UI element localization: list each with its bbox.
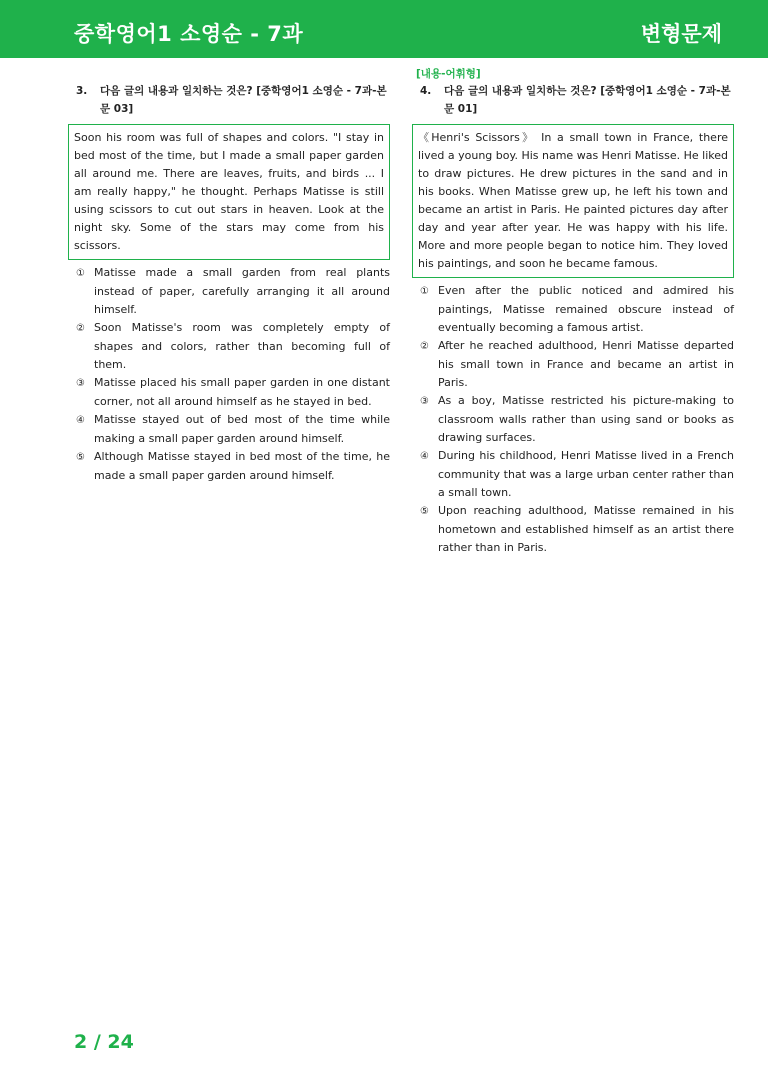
question-tag bbox=[72, 66, 390, 82]
question-4 bbox=[412, 66, 734, 557]
question-3 bbox=[68, 66, 390, 485]
choice-item bbox=[72, 264, 390, 319]
question-text: 다음 글의 내용과 일치하는 것은? [중학영어1 소영순 - 7과-본문 03] bbox=[100, 85, 387, 115]
choice-mark: ① bbox=[420, 286, 429, 297]
choice-text: Even after the public noticed and admired his paintings, Matisse remained obscure instead of eventually becoming a famous artist. bbox=[438, 284, 734, 334]
choice-mark: ④ bbox=[420, 451, 429, 462]
choice-text: As a boy, Matisse restricted his picture-making to classroom walls rather than using sand or books as drawing surfaces. bbox=[438, 394, 734, 444]
choice-item bbox=[416, 337, 734, 392]
question-number: 4. bbox=[420, 85, 432, 97]
choice-text: During his childhood, Henri Matisse lived in a French community that was a large urban center rather than a small town. bbox=[438, 449, 734, 499]
choice-item bbox=[72, 411, 390, 448]
choice-item bbox=[416, 282, 734, 337]
choice-item bbox=[72, 319, 390, 374]
question-prompt bbox=[416, 82, 734, 118]
choice-mark: ② bbox=[76, 323, 85, 334]
document-type-label: 변형문제 bbox=[640, 22, 722, 46]
document-title: 중학영어1 소영순 - 7과 bbox=[74, 22, 304, 46]
choice-text: Matisse made a small garden from real plants instead of paper, carefully arranging it all around himself. bbox=[94, 266, 390, 316]
choice-text: After he reached adulthood, Henri Matisse departed his small town in France and became an artist in Paris. bbox=[438, 339, 734, 389]
choice-mark: ③ bbox=[420, 396, 429, 407]
question-prompt bbox=[72, 82, 390, 118]
choice-item bbox=[416, 392, 734, 447]
choice-text: Matisse placed his small paper garden in one distant corner, not all around himself as he stayed in bed. bbox=[94, 376, 390, 408]
choice-item bbox=[72, 374, 390, 411]
choice-text: Although Matisse stayed in bed most of the time, he made a small paper garden around himself. bbox=[94, 450, 390, 482]
question-tag: [내용-어휘형] bbox=[416, 68, 481, 80]
choice-mark: ④ bbox=[76, 415, 85, 426]
question-text: 다음 글의 내용과 일치하는 것은? [중학영어1 소영순 - 7과-본문 01] bbox=[444, 85, 731, 115]
choice-mark: ② bbox=[420, 341, 429, 352]
question-number: 3. bbox=[76, 85, 88, 97]
choice-mark: ③ bbox=[76, 378, 85, 389]
choice-item bbox=[416, 447, 734, 502]
choice-item bbox=[72, 448, 390, 485]
choice-mark: ⑤ bbox=[76, 452, 85, 463]
choice-text: Upon reaching adulthood, Matisse remained in his hometown and established himself as an artist there rather than in Paris. bbox=[438, 504, 734, 554]
page-number: 2 / 24 bbox=[74, 1031, 134, 1053]
passage-box: 《Henri's Scissors》 In a small town in France, there lived a young boy. His name was Henri Matisse. He liked to draw pictures. He drew pictures in the sand and in his books. When Matisse grew up, he left his town and became an artist in Paris. He painted pictures day after day and year after year. He was happy with his life. More and more people began to notice him. They loved his paintings, and soon he became famous. bbox=[412, 124, 734, 278]
choice-text: Matisse stayed out of bed most of the time while making a small paper garden around himself. bbox=[94, 413, 390, 445]
choice-list bbox=[68, 264, 390, 485]
choice-item bbox=[416, 502, 734, 557]
choice-mark: ⑤ bbox=[420, 506, 429, 517]
choice-text: Soon Matisse's room was completely empty of shapes and colors, rather than becoming full of them. bbox=[94, 321, 390, 371]
choice-list bbox=[412, 282, 734, 557]
page-header bbox=[0, 0, 768, 58]
choice-mark: ① bbox=[76, 268, 85, 279]
passage-box: Soon his room was full of shapes and colors. "I stay in bed most of the time, but I made a small paper garden all around me. There are leaves, fruits, and birds ... I am really happy," he thought. Perhaps Matisse is still using scissors to cut out stars in heaven. Look at the night sky. Some of the stars may come from his scissors. bbox=[68, 124, 390, 260]
